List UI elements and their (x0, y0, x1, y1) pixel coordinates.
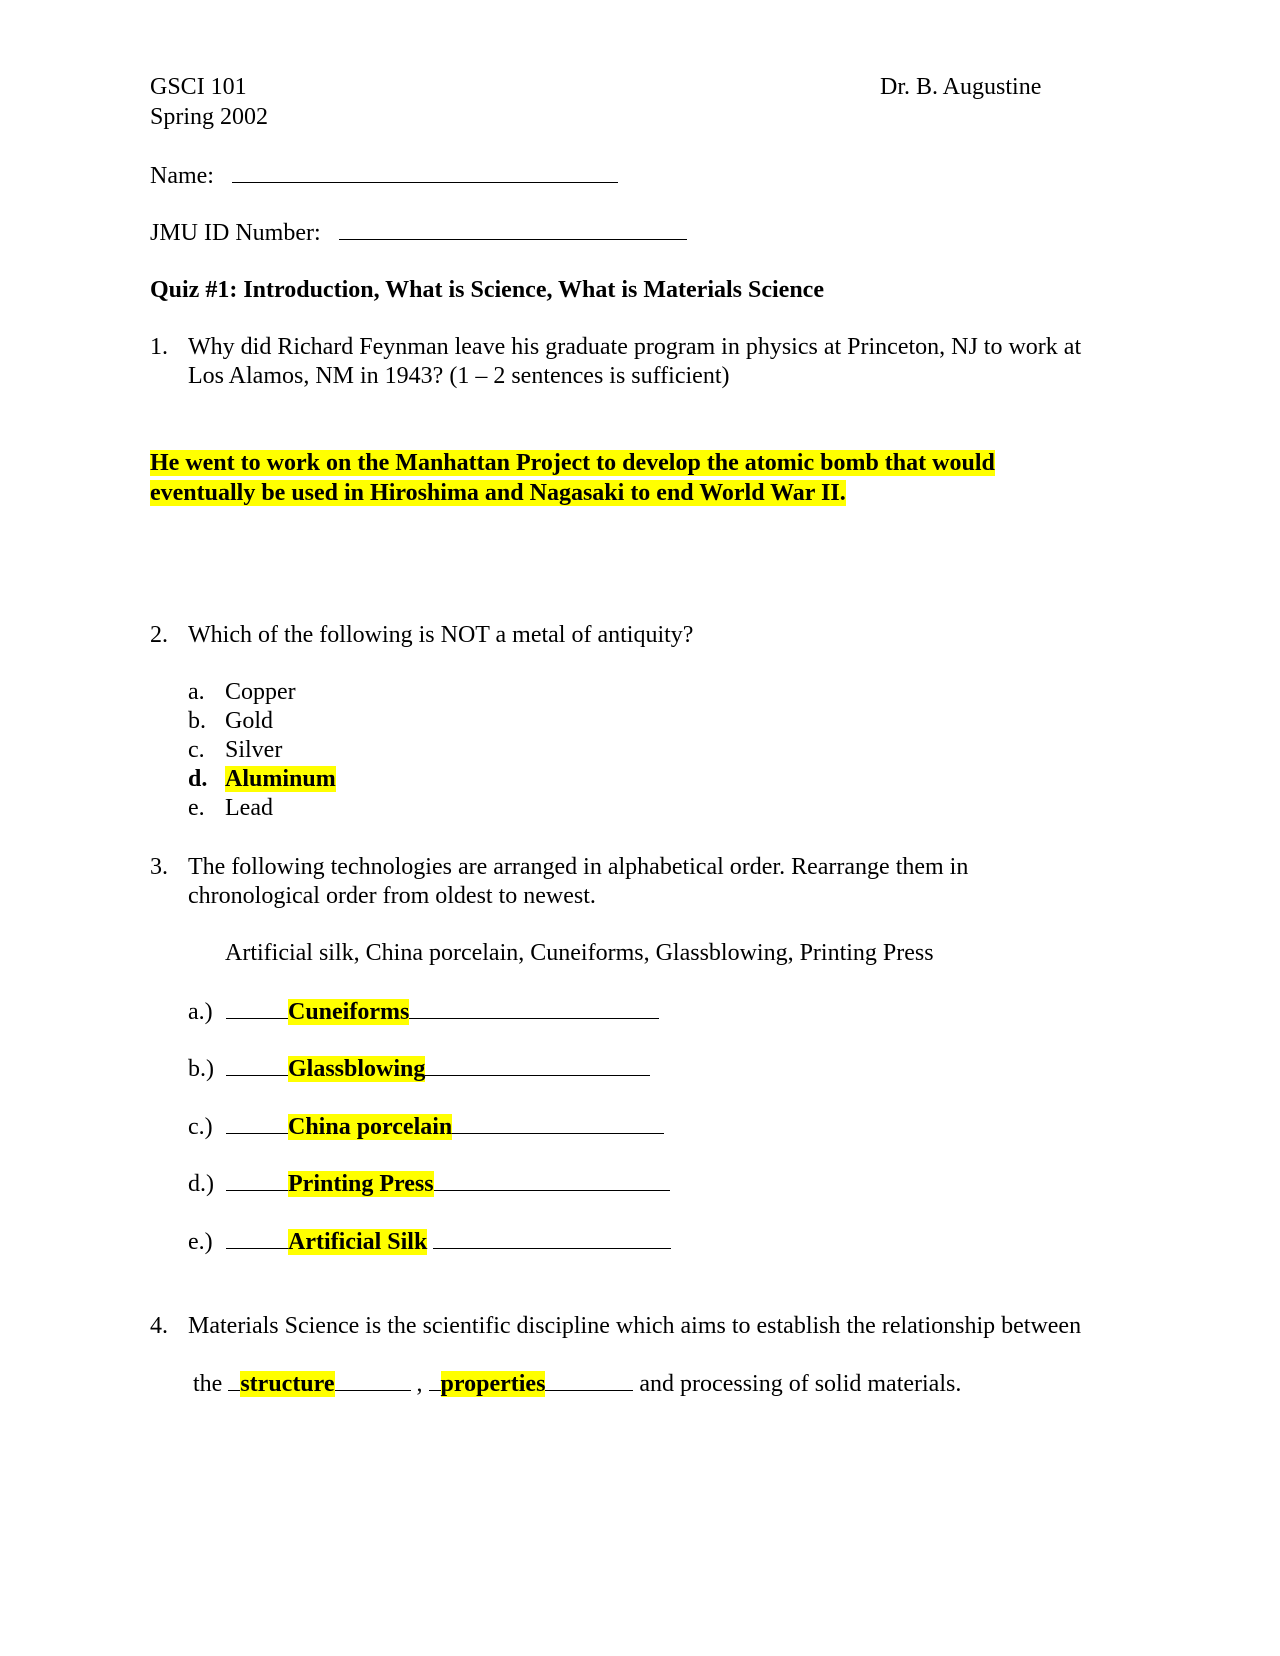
answer-label: a.) (188, 999, 213, 1025)
q3-text-line2: chronological order from oldest to newest. (188, 883, 596, 909)
answer-text: China porcelain (288, 1114, 453, 1140)
q4-text-line1: Materials Science is the scientific discipline which aims to establish the relationship between (188, 1313, 1082, 1339)
q3-items: Artificial silk, China porcelain, Cuneiforms, Glassblowing, Printing Press (225, 940, 934, 966)
q2-option-b (188, 706, 273, 736)
quiz-title: Quiz #1: Introduction, What is Science, What is Materials Science (150, 277, 824, 303)
answer-text: Glassblowing (288, 1056, 426, 1082)
course-code: GSCI 101 (150, 74, 247, 100)
option-letter: a. (188, 679, 205, 705)
q2-option-d (188, 764, 336, 794)
option-text: Silver (225, 737, 283, 763)
option-letter: b. (188, 708, 206, 734)
q2-option-e (188, 793, 273, 823)
answer-label: c.) (188, 1114, 213, 1140)
q1-answer-line1: He went to work on the Manhattan Project to develop the atomic bomb that would (150, 450, 995, 476)
answer-text: Artificial Silk (288, 1229, 428, 1255)
q4-comma: , (416, 1371, 423, 1397)
answer-text: Cuneiforms (288, 999, 410, 1025)
q2-number: 2. (150, 622, 168, 648)
q3-answer-a (188, 996, 659, 1027)
q1-text-line1: Why did Richard Feynman leave his graduate program in physics at Princeton, NJ to work at (188, 334, 1082, 360)
answer-label: e.) (188, 1229, 213, 1255)
q3-number: 3. (150, 854, 168, 880)
q4-tail: and processing of solid materials. (639, 1371, 962, 1397)
q2-option-a (188, 677, 296, 707)
option-text: Gold (225, 708, 273, 734)
q3-answer-d (188, 1168, 670, 1199)
q2-option-c (188, 735, 282, 765)
q1-answer-line2: eventually be used in Hiroshima and Nagasaki to end World War II. (150, 480, 846, 506)
id-blank[interactable] (339, 217, 687, 240)
instructor: Dr. B. Augustine (880, 74, 1042, 100)
q1-text-line2: Los Alamos, NM in 1943? (1 – 2 sentences is sufficient) (188, 363, 730, 389)
option-letter: d. (188, 766, 208, 792)
id-row (150, 217, 687, 248)
id-label: JMU ID Number: (150, 220, 321, 246)
q1-answer (150, 448, 995, 508)
answer-label: d.) (188, 1171, 214, 1197)
q4-number: 4. (150, 1313, 168, 1339)
option-text: Copper (225, 679, 296, 705)
name-label: Name: (150, 163, 214, 189)
answer-text: Printing Press (288, 1171, 434, 1197)
q3-answer-c (188, 1111, 664, 1142)
q4-blank1-answer: structure (240, 1371, 335, 1397)
option-text-selected: Aluminum (225, 766, 336, 792)
q1-number: 1. (150, 334, 168, 360)
q2-text: Which of the following is NOT a metal of antiquity? (188, 622, 694, 648)
q3-answer-b (188, 1053, 650, 1084)
option-text: Lead (225, 795, 273, 821)
answer-label: b.) (188, 1056, 214, 1082)
option-letter: c. (188, 737, 205, 763)
q3-text-line1: The following technologies are arranged in alphabetical order. Rearrange them in (188, 854, 969, 880)
q3-answer-e (188, 1226, 671, 1257)
q4-blank2-answer: properties (440, 1371, 546, 1397)
q4-text-line2 (193, 1368, 961, 1399)
name-row (150, 160, 618, 191)
term: Spring 2002 (150, 104, 269, 130)
name-blank[interactable] (232, 160, 618, 183)
q4-the: the (193, 1371, 223, 1397)
option-letter: e. (188, 795, 205, 821)
